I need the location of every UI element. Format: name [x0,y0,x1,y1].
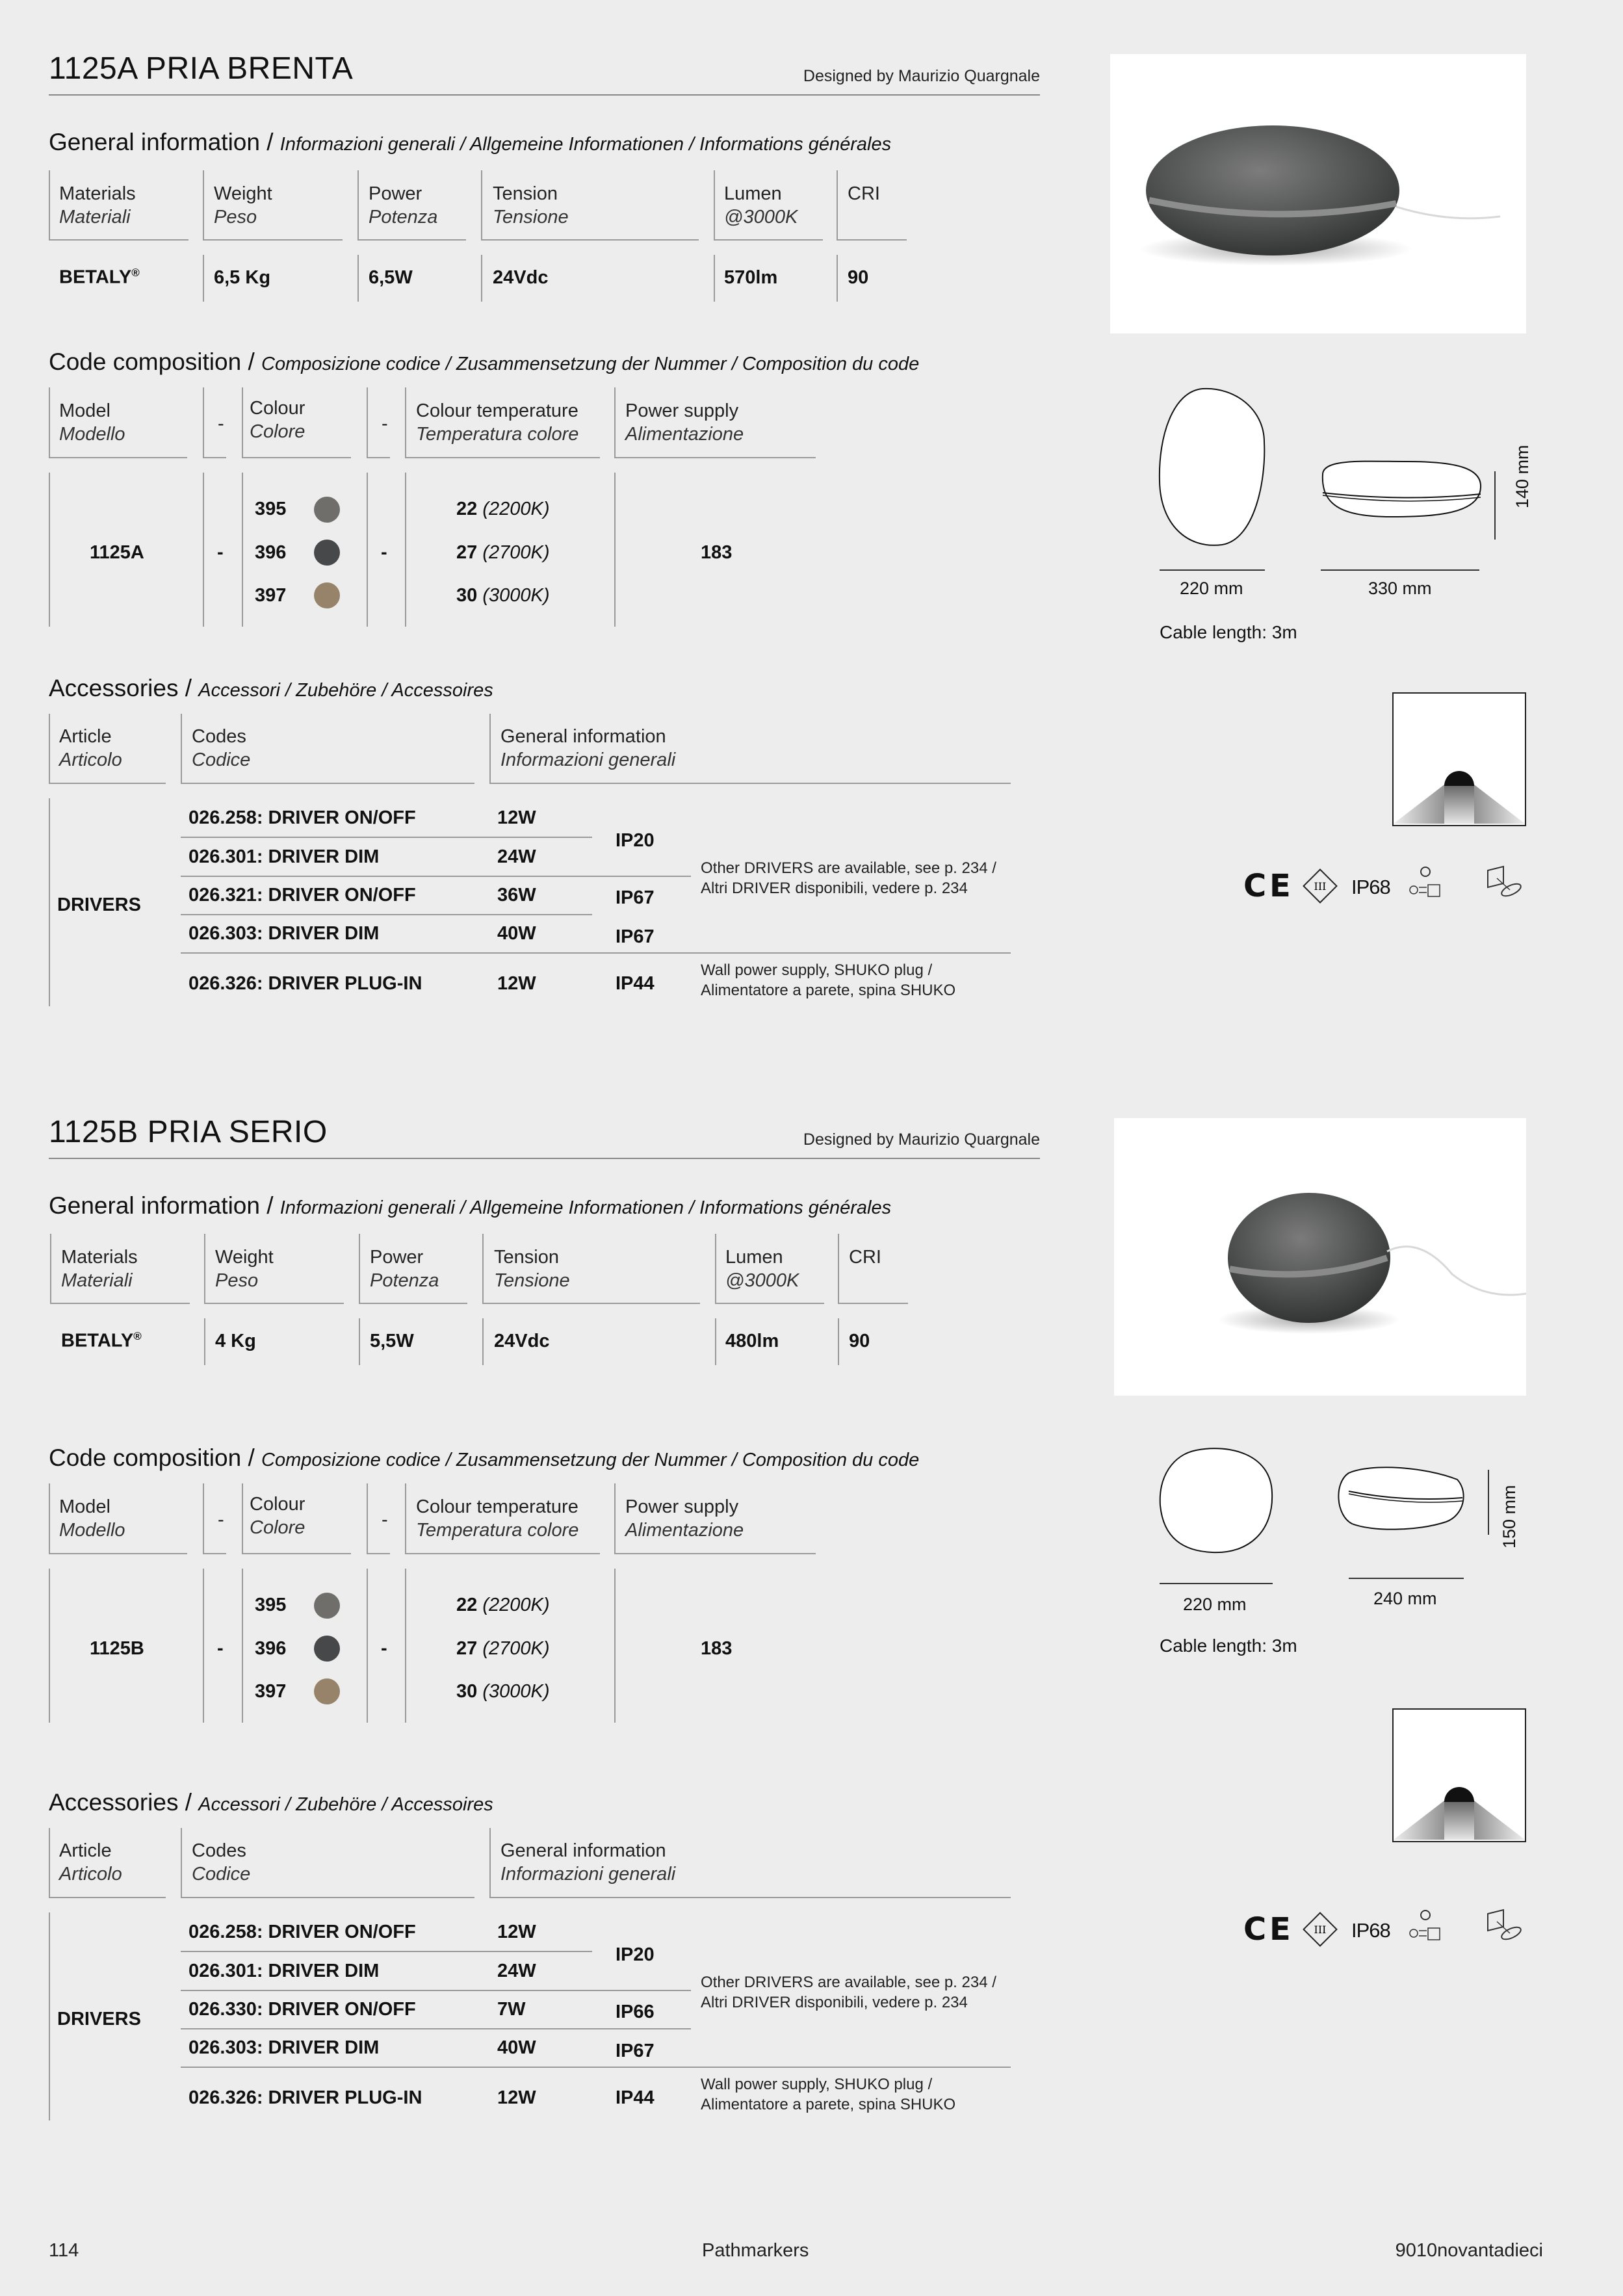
divider [49,473,50,627]
divider [49,1483,50,1554]
power-supply-value: 183 [701,542,733,563]
model-header: Model Modello [59,1496,125,1541]
material-value: BETALY® [59,267,140,288]
divider [482,1234,484,1303]
divider [181,1828,182,1898]
separator-dash: - [382,1509,388,1530]
dimension-height: 150 mm [1500,1485,1519,1548]
dimension-drawing [1150,1441,1540,1649]
driver-code: 026.326: DRIVER PLUG-IN [188,2087,422,2108]
divider [614,1569,616,1723]
colour-swatch-395 [314,1593,340,1619]
divider [50,1234,51,1303]
driver-note: Other DRIVERS are available, see p. 234 / Altri DRIVER disponibili, vedere p. 234 [701,859,996,897]
divider [181,2028,691,2029]
driver-wattage: 24W [497,846,536,867]
driver-wattage: 12W [497,1922,536,1942]
cri-value: 90 [848,267,869,288]
divider [49,387,50,458]
divider [837,239,907,241]
light-beam-icon [1392,1708,1526,1842]
driver-code: 026.258: DRIVER ON/OFF [188,1922,416,1942]
temperature-option: 30 (3000K) [456,585,550,606]
cable-length: Cable length: 3m [1160,622,1297,642]
temperature-option: 22 (2200K) [456,499,550,519]
colour-code: 396 [255,1638,287,1659]
driver-code: 026.321: DRIVER ON/OFF [188,885,416,906]
divider [367,1569,368,1723]
colour-swatch-396 [314,540,340,566]
power-value: 6,5W [369,267,413,288]
cri-header: CRI [848,183,880,204]
ip68-icon: IP68 [1351,1919,1390,1942]
driver-note: Other DRIVERS are available, see p. 234 / Altri DRIVER disponibili, vedere p. 234 [701,1974,996,2011]
colour-swatch-396 [314,1636,340,1662]
divider [614,387,616,458]
tension-header: Tension Tensione [493,183,569,228]
title-divider [49,1158,1040,1159]
separator-dash: - [218,1509,224,1530]
tension-value: 24Vdc [494,1331,550,1351]
divider [359,1234,360,1303]
divider [181,2067,1011,2068]
driver-wattage: 12W [497,973,536,994]
tension-header: Tension Tensione [494,1247,570,1291]
product-section-1125b [0,1063,1623,2169]
designer-credit: Designed by Maurizio Quargnale [803,1130,1040,1149]
product-photo [1114,1118,1526,1396]
weight-value: 6,5 Kg [214,267,271,288]
driver-wattage: 36W [497,885,536,906]
codes-header: Codes Codice [192,726,251,770]
divider [181,837,592,838]
product-title: 1125B PRIA SERIO [49,1115,328,1149]
divider [714,255,715,302]
divider [49,1569,50,1723]
weight-value: 4 Kg [215,1331,256,1351]
divider [838,1234,839,1303]
divider [50,1303,190,1304]
divider [49,457,187,458]
divider [614,457,816,458]
temperature-rating-icon [1406,864,1445,903]
materials-header: Materials Materiali [61,1247,138,1291]
divider [203,457,226,458]
divider [481,255,482,302]
general-info-heading: General information / Informazioni generali / Allgemeine Informationen / Informations générales [49,129,892,155]
divider [204,1303,344,1304]
divider [49,1897,166,1898]
divider [242,1569,243,1723]
dimension-length: 330 mm [1368,579,1432,598]
ip68-icon: IP68 [1351,876,1390,898]
separator-dash: - [381,542,387,563]
lumen-header: Lumen @3000K [725,1247,799,1291]
divider [357,239,466,241]
divider [715,1234,716,1303]
article-header: Article Articolo [59,726,122,770]
driver-code: 026.330: DRIVER ON/OFF [188,1999,416,2020]
divider [367,457,390,458]
plug-note: Wall power supply, SHUKO plug / Alimentatore a parete, spina SHUKO [701,2076,956,2113]
divider [181,1990,691,1991]
divider [203,473,204,627]
accessories-heading: Accessories / Accessori / Zubehöre / Accessoires [49,675,493,701]
divider [614,1553,816,1554]
article-value: DRIVERS [57,894,141,915]
class-iii-icon [1301,1910,1340,1949]
divider [367,1553,390,1554]
divider [367,473,368,627]
dimension-length: 240 mm [1373,1589,1437,1608]
divider [181,914,592,915]
driver-wattage: 7W [497,1999,526,2020]
divider [203,1553,226,1554]
colour-swatch-395 [314,497,340,523]
divider [203,170,204,240]
material-value: BETALY® [61,1330,142,1351]
ip-rating: IP67 [616,887,655,908]
colour-header: Colour Colore [250,398,305,442]
divider [357,255,359,302]
ce-mark-icon: C E [1243,868,1287,904]
weight-header: Weight Peso [214,183,272,228]
divider [481,239,699,241]
divider [181,952,1011,954]
divider [181,1897,474,1898]
separator-dash: - [382,413,388,434]
dimension-drawing [1150,384,1540,592]
colour-swatch-397 [314,582,340,608]
page-number: 114 [49,2240,79,2261]
installation-icon [1484,864,1524,903]
driver-wattage: 12W [497,2087,536,2108]
driver-wattage: 24W [497,1961,536,1981]
model-value: 1125A [90,542,144,563]
divider [49,783,166,784]
driver-code: 026.303: DRIVER DIM [188,923,380,944]
colour-code: 395 [255,1595,287,1615]
divider [481,170,482,240]
svg-text:III: III [1314,1924,1327,1936]
divider [489,1897,1011,1898]
model-value: 1125B [90,1638,144,1659]
divider [405,1569,406,1723]
materials-header: Materials Materiali [59,183,136,228]
code-composition-heading: Code composition / Composizione codice / Zusammensetzung der Nummer / Composition du code [49,348,920,375]
divider [489,783,1011,784]
divider [614,473,616,627]
product-section-1125a [0,0,1623,1105]
lumen-value: 480lm [725,1331,779,1351]
ip-rating: IP20 [616,830,655,851]
ip-rating: IP44 [616,973,655,994]
weight-header: Weight Peso [215,1247,274,1291]
colour-code: 397 [255,1681,287,1702]
colour-code: 396 [255,542,287,563]
divider [614,1483,616,1554]
divider [49,1912,50,2120]
divider [359,1318,360,1365]
driver-code: 026.301: DRIVER DIM [188,1961,380,1981]
dimension-width: 220 mm [1180,579,1243,598]
divider [204,1234,205,1303]
brand-name: 9010novantadieci [1395,2240,1543,2261]
general-info-header: General information Informazioni generali [500,1840,676,1885]
article-value: DRIVERS [57,2009,141,2029]
class-iii-icon [1301,867,1340,906]
section-name: Pathmarkers [702,2240,809,2261]
power-header: Power Potenza [370,1247,439,1291]
product-photo [1110,54,1526,333]
product-title: 1125A PRIA BRENTA [49,51,354,86]
general-info-heading: General information / Informazioni generali / Allgemeine Informationen / Informations générales [49,1192,892,1219]
divider [203,239,343,241]
divider [837,255,838,302]
ip-rating: IP67 [616,926,655,947]
driver-code: 026.326: DRIVER PLUG-IN [188,973,422,994]
divider [242,1483,243,1554]
temperature-option: 30 (3000K) [456,1681,550,1702]
power-supply-header: Power supply Alimentazione [625,1496,744,1541]
separator-dash: - [217,542,224,563]
lumen-header: Lumen @3000K [724,183,798,228]
svg-text:III: III [1314,880,1327,893]
ip-rating: IP20 [616,1944,655,1965]
divider [203,255,204,302]
divider [482,1318,484,1365]
cable-length: Cable length: 3m [1160,1636,1297,1656]
divider [837,170,838,240]
tension-value: 24Vdc [493,267,549,288]
divider [405,457,600,458]
temperature-option: 22 (2200K) [456,1595,550,1615]
separator-dash: - [218,413,224,434]
temperature-rating-icon [1406,1907,1445,1946]
divider [482,1303,700,1304]
driver-code: 026.258: DRIVER ON/OFF [188,807,416,828]
colour-swatch-397 [314,1678,340,1704]
power-supply-header: Power supply Alimentazione [625,400,744,445]
driver-wattage: 40W [497,923,536,944]
divider [838,1303,908,1304]
colour-header: Colour Colore [250,1494,305,1538]
codes-header: Codes Codice [192,1840,251,1885]
driver-wattage: 12W [497,807,536,828]
colour-code: 397 [255,585,287,606]
divider [204,1318,205,1365]
divider [714,239,823,241]
divider [203,1569,204,1723]
divider [489,1828,491,1898]
divider [714,170,715,240]
driver-code: 026.303: DRIVER DIM [188,2037,380,2058]
separator-dash: - [381,1638,387,1659]
divider [489,714,491,783]
divider [203,387,204,458]
divider [715,1318,716,1365]
divider [367,387,368,458]
divider [49,170,50,240]
accessories-heading: Accessories / Accessori / Zubehöre / Accessoires [49,1789,493,1816]
divider [405,387,406,458]
temperature-option: 27 (2700K) [456,1638,550,1659]
divider [715,1303,824,1304]
divider [181,783,474,784]
plug-note: Wall power supply, SHUKO plug / Alimentatore a parete, spina SHUKO [701,961,956,999]
light-beam-icon [1392,692,1526,826]
divider [838,1318,839,1365]
driver-wattage: 40W [497,2037,536,2058]
model-header: Model Modello [59,400,125,445]
ip-rating: IP44 [616,2087,655,2108]
lumen-value: 570lm [724,267,778,288]
dimension-width: 220 mm [1183,1595,1247,1614]
divider [405,473,406,627]
ce-mark-icon: C E [1243,1911,1287,1948]
divider [49,714,50,783]
divider [357,170,359,240]
general-info-header: General information Informazioni generali [500,726,676,770]
title-divider [49,94,1040,96]
divider [359,1303,467,1304]
power-value: 5,5W [370,1331,414,1351]
divider [49,1553,187,1554]
divider [181,1951,592,1952]
divider [49,1828,50,1898]
divider [405,1483,406,1554]
divider [242,473,243,627]
article-header: Article Articolo [59,1840,122,1885]
divider [242,387,243,458]
colour-code: 395 [255,499,287,519]
temperature-option: 27 (2700K) [456,542,550,563]
ip-rating: IP67 [616,2041,655,2061]
driver-code: 026.301: DRIVER DIM [188,846,380,867]
colour-temperature-header: Colour temperature Temperatura colore [416,400,579,445]
code-composition-heading: Code composition / Composizione codice / Zusammensetzung der Nummer / Composition du code [49,1444,920,1471]
divider [242,1553,351,1554]
divider [242,457,351,458]
designer-credit: Designed by Maurizio Quargnale [803,67,1040,85]
divider [49,239,188,241]
power-header: Power Potenza [369,183,438,228]
separator-dash: - [217,1638,224,1659]
divider [181,876,691,877]
divider [367,1483,368,1554]
cri-header: CRI [849,1247,881,1268]
ip-rating: IP66 [616,2002,655,2022]
divider [49,798,50,1006]
colour-temperature-header: Colour temperature Temperatura colore [416,1496,579,1541]
cri-value: 90 [849,1331,870,1351]
dimension-height: 140 mm [1513,445,1532,508]
installation-icon [1484,1907,1524,1946]
divider [405,1553,600,1554]
power-supply-value: 183 [701,1638,733,1659]
divider [181,714,182,783]
divider [203,1483,204,1554]
